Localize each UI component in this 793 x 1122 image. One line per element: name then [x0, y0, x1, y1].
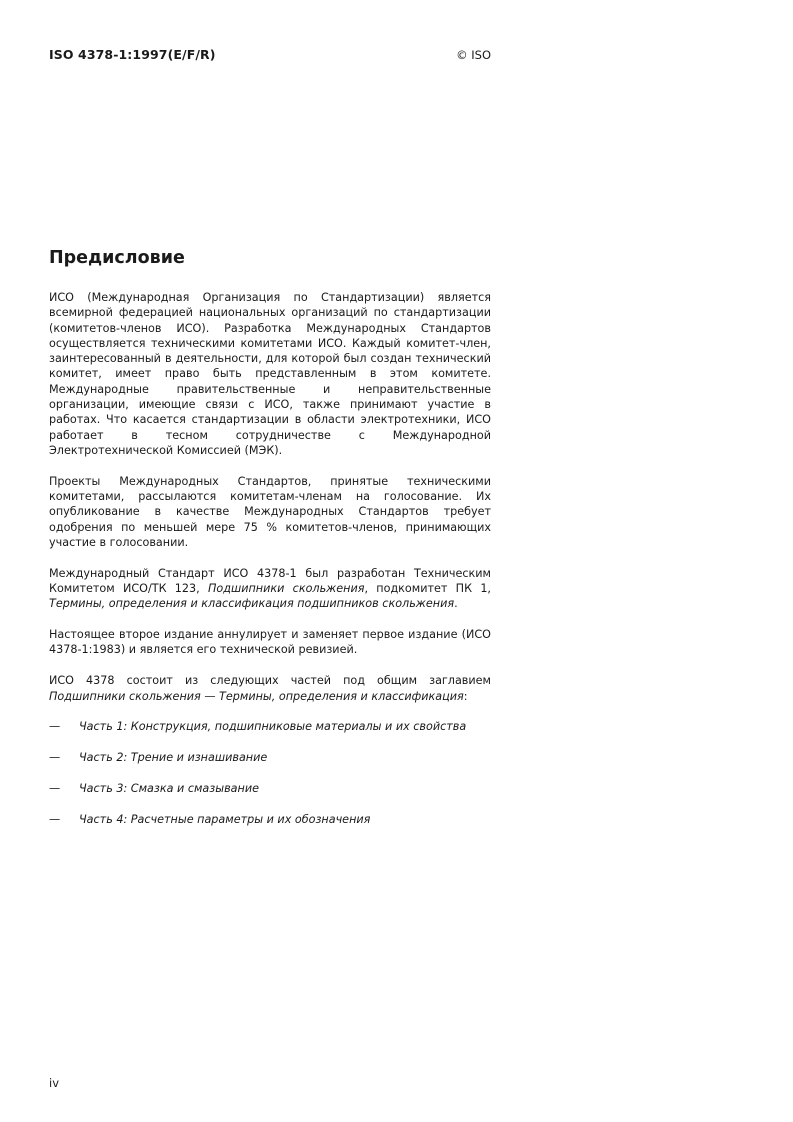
list-dash: —	[49, 812, 61, 826]
list-dash: —	[49, 720, 61, 734]
list-item-label: Часть 2: Трение и изнашивание	[79, 751, 268, 765]
parts-intro-colon: :	[463, 689, 468, 703]
parts-list	[49, 719, 491, 827]
subcommittee-title: Термины, определения и классификация подшипников скольжения	[49, 597, 455, 611]
list-item	[49, 812, 491, 827]
list-item	[49, 719, 491, 734]
list-item	[49, 750, 491, 765]
general-title: Подшипники скольжения — Термины, определения и классификация	[49, 689, 464, 703]
parts-intro-text: ИСО 4378 состоит из следующих частей под общим заглавием	[49, 674, 491, 688]
committee-text-1: Международный Стандарт ИСО 4378-1 был разработан Техническим Комитетом ИСО/ТК 123,	[49, 566, 491, 596]
list-item-label: Часть 1: Конструкция, подшипниковые материалы и их свойства	[79, 720, 467, 734]
committee-title: Подшипники скольжения	[207, 582, 365, 596]
list-item-label: Часть 3: Смазка и смазывание	[79, 781, 259, 795]
page-number: iv	[49, 1076, 60, 1090]
paragraph-edition: Настоящее второе издание аннулирует и заменяет первое издание (ИСО 4378-1:1983) и является его технической ревизией.	[49, 628, 491, 657]
section-title: Предисловие	[49, 248, 185, 268]
document-id: ISO 4378-1:1997(E/F/R)	[49, 47, 216, 62]
paragraph-organization: ИСО (Международная Организация по Стандартизации) является всемирной федерацией национальных организаций по стандартизации (комитетов-членов ИСО). Разработка Международных Стандартов осуществляется техническими комитетами ИСО. Каждый комитет-член, заинтересованный в деятельности, для которой был создан технический комитет, имеет право быть представленным в этом комитете. Международные правительственные и неправительственные организации, имеющие связи с ИСО, также принимают участие в работах. Что касается стандартизации в области электротехники, ИСО работает в тесном сотрудничестве с Международной Электротехнической Комиссией (МЭК).	[49, 291, 491, 457]
paragraph-committee	[49, 566, 491, 612]
list-dash: —	[49, 781, 61, 795]
paragraph-parts-intro	[49, 673, 491, 704]
list-item-label: Часть 4: Расчетные параметры и их обозначения	[79, 812, 371, 826]
list-item	[49, 781, 491, 796]
list-dash: —	[49, 751, 61, 765]
committee-text-2: , подкомитет ПК 1,	[364, 582, 491, 596]
committee-text-3: .	[454, 597, 458, 611]
paragraph-voting: Проекты Международных Стандартов, принятые техническими комитетами, рассылаются комитетам-членам на голосование. Их опубликование в качестве Международных Стандартов требует одобрения по меньшей мере 75 % комитетов-членов, принимающих участие в голосовании.	[49, 474, 491, 549]
foreword-body	[49, 290, 491, 843]
copyright-notice: © ISO	[456, 48, 491, 62]
